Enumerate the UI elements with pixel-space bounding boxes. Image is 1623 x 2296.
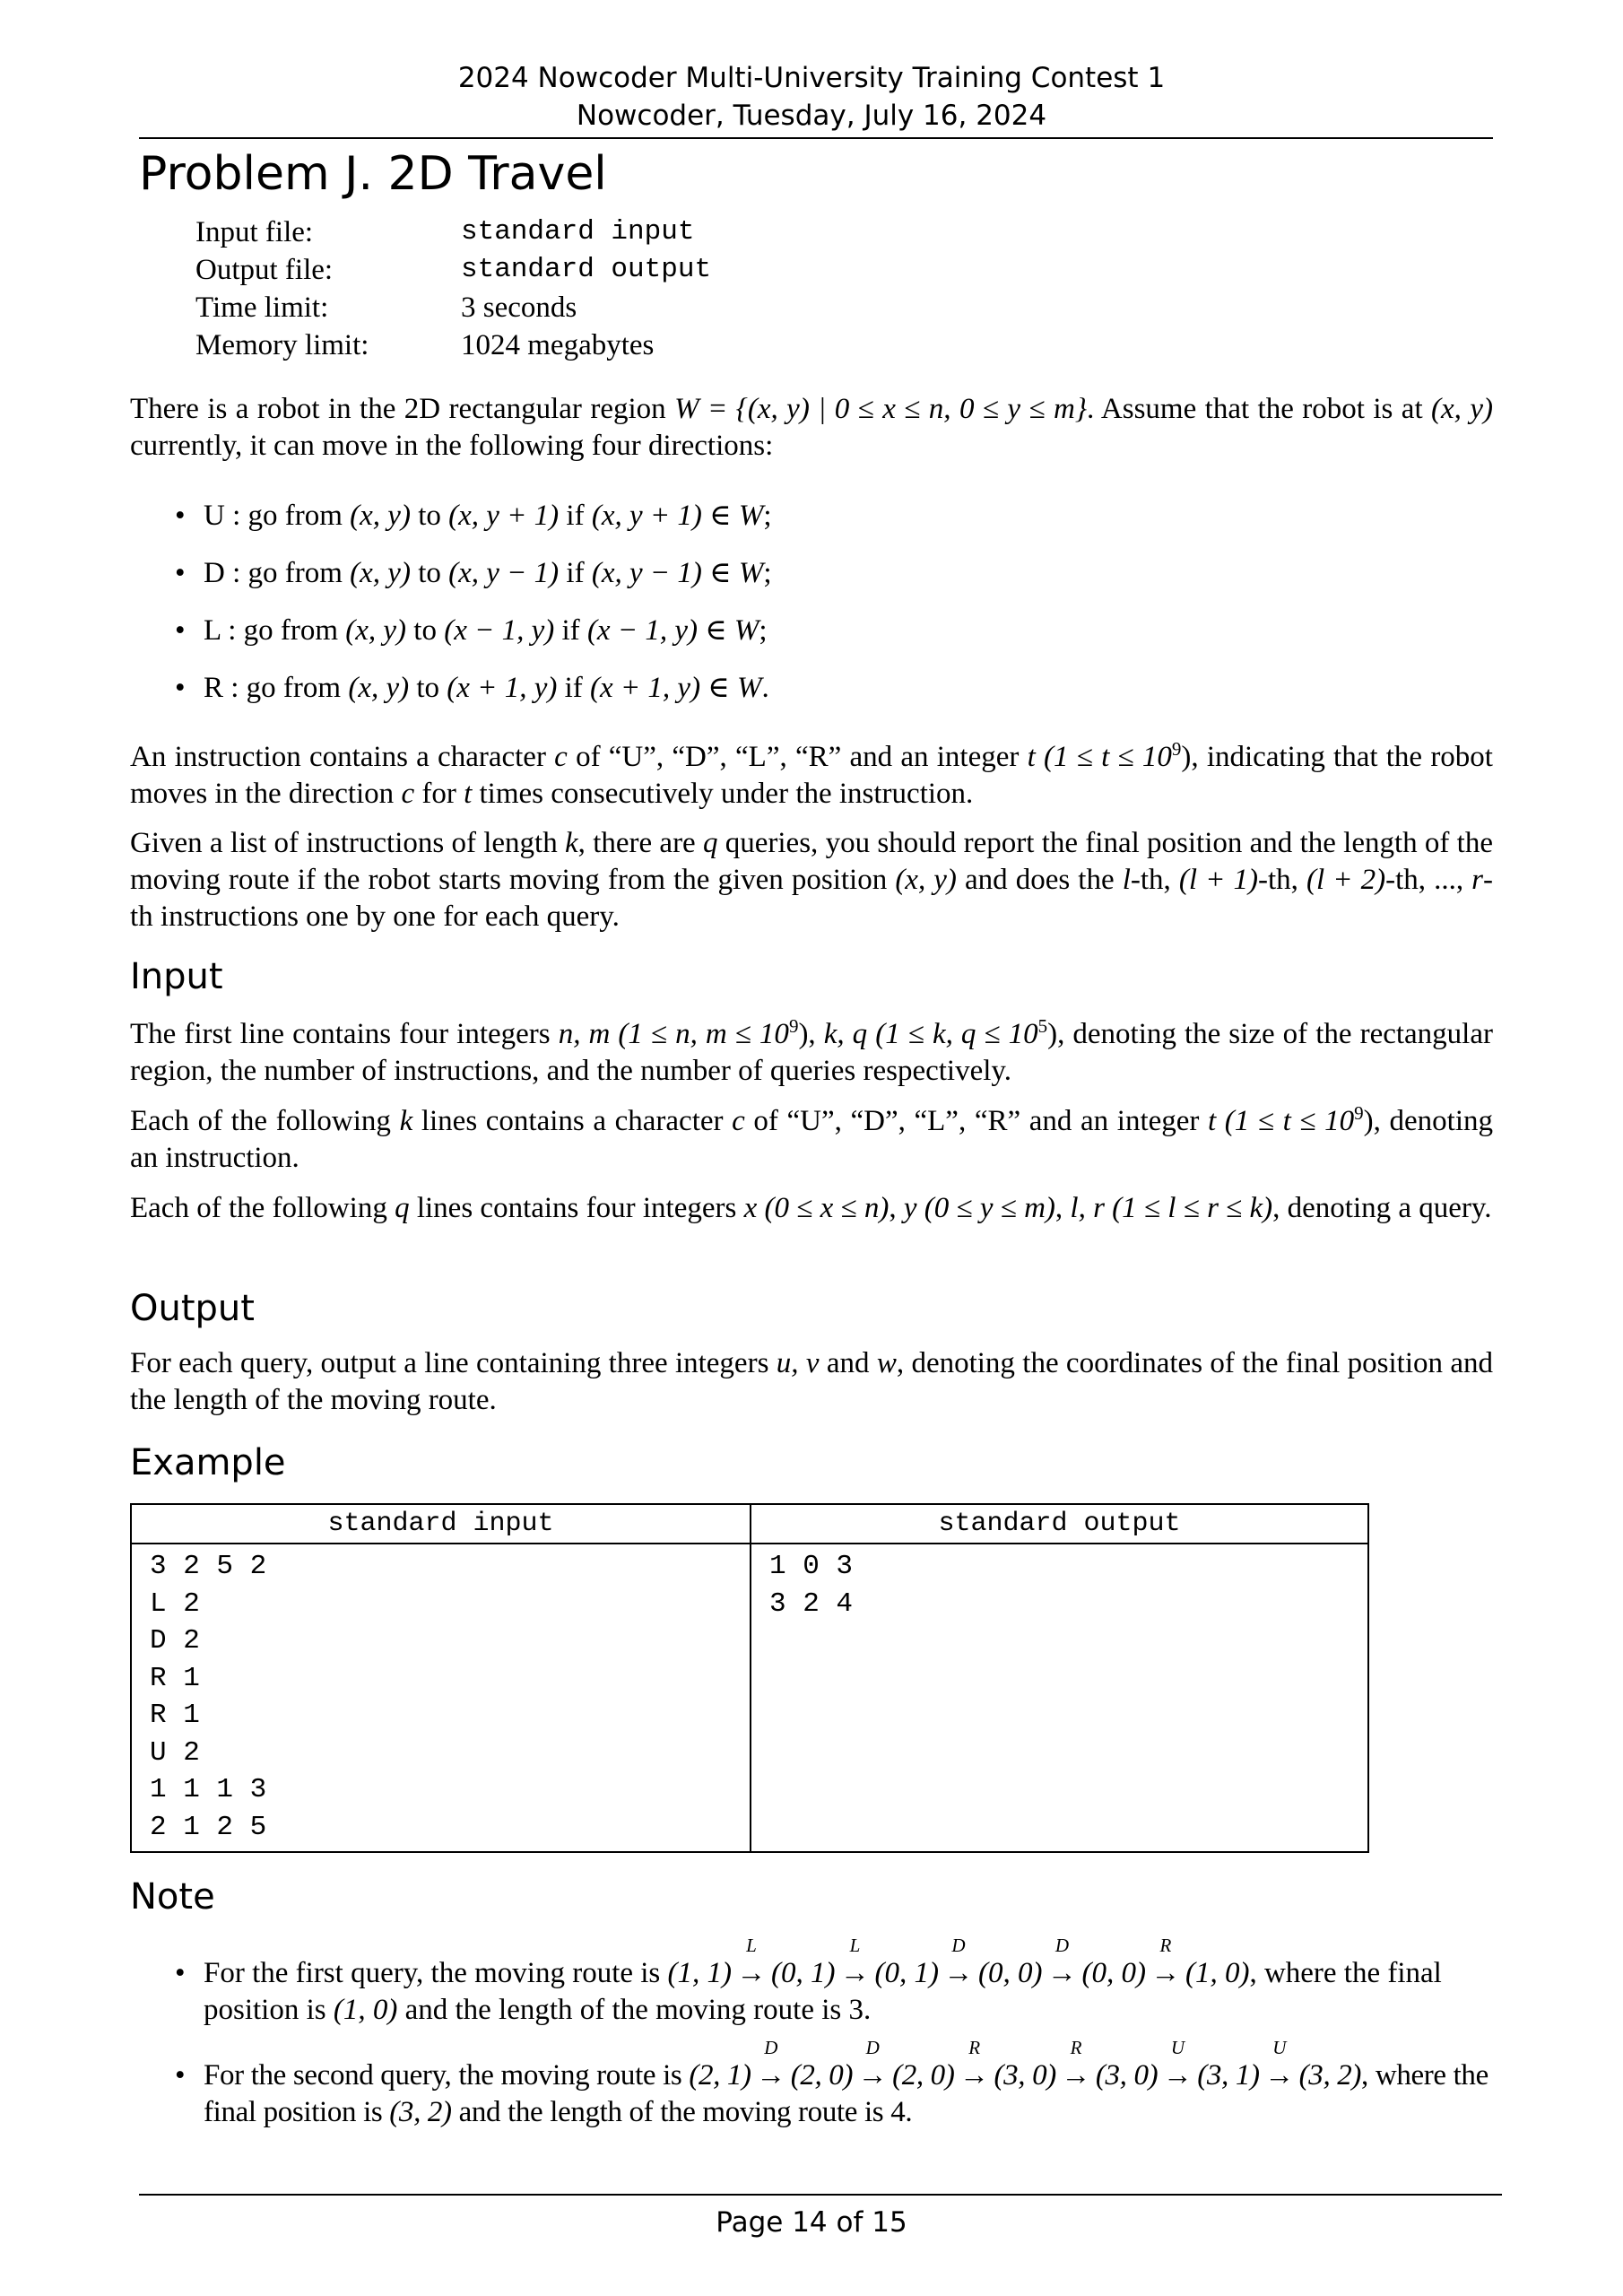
route-arrow-label: R bbox=[1159, 1935, 1172, 1956]
limit-value: standard output bbox=[461, 254, 712, 285]
table-row: L 2 bbox=[150, 1587, 200, 1620]
table-row: 3 2 5 2 bbox=[150, 1551, 267, 1582]
route-arrow: R → bbox=[954, 2057, 994, 2094]
table-row: R 1 bbox=[150, 1700, 200, 1731]
route-arrow-label: L bbox=[746, 1935, 757, 1956]
output-heading: Output bbox=[130, 1288, 255, 1329]
header-rule bbox=[139, 137, 1493, 139]
route-arrow-label: D bbox=[764, 2037, 778, 2058]
route-point: (1, 0) bbox=[1185, 1957, 1250, 1989]
example-input-header: standard input bbox=[132, 1505, 750, 1544]
contest-venue-date: Nowcoder, Tuesday, July 16, 2024 bbox=[576, 100, 1047, 132]
limit-label: Time limit: bbox=[195, 291, 329, 324]
list-item: • D : go from (x, y) to (x, y − 1) if (x, y − 1) ∈ W; bbox=[175, 557, 772, 589]
limit-value: standard input bbox=[461, 216, 695, 248]
table-row: 3 2 4 bbox=[769, 1587, 854, 1620]
table-row: U 2 bbox=[150, 1736, 200, 1769]
limit-label: Output file: bbox=[195, 254, 334, 286]
route-first-query bbox=[667, 1935, 1250, 1989]
example-output-lines bbox=[769, 1548, 853, 1622]
route-arrow-label: R bbox=[1070, 2037, 1082, 2058]
limit-value: 3 seconds bbox=[461, 291, 577, 324]
note-list bbox=[175, 1935, 1538, 2131]
example-heading: Example bbox=[130, 1442, 286, 1483]
limit-row-input bbox=[195, 213, 711, 251]
route-point: (1, 1) bbox=[667, 1957, 733, 1989]
instruction-paragraph: An instruction contains a character c of “U”, “D”, “L”, “R” and an integer t $(1 \le t \le 10^9)$, indicating that the robot moves in the direction c for t times consecutively under the instruction. bbox=[130, 738, 1493, 810]
table-row: 1 1 1 3 bbox=[150, 1774, 267, 1805]
limit-row-time bbox=[195, 289, 711, 326]
route-arrow: U → bbox=[1260, 2057, 1299, 2094]
route-arrow-label: U bbox=[1272, 2037, 1287, 2058]
route-arrow: D → bbox=[853, 2057, 892, 2094]
table-row: 1 0 3 bbox=[769, 1551, 854, 1582]
problem-title: Problem J. 2D Travel bbox=[139, 147, 607, 201]
route-arrow-label: L bbox=[849, 1935, 861, 1956]
route-point: (3, 0) bbox=[994, 2059, 1056, 2092]
route-point: (0, 0) bbox=[1081, 1957, 1146, 1989]
route-point: (2, 1) bbox=[689, 2059, 751, 2092]
route-second-query bbox=[689, 2037, 1362, 2092]
example-table bbox=[130, 1503, 1369, 1853]
example-output-header: standard output bbox=[751, 1505, 1367, 1544]
limit-label: Memory limit: bbox=[195, 329, 369, 361]
page-number: Page 14 of 15 bbox=[716, 2206, 907, 2239]
route-arrow: R → bbox=[1146, 1955, 1185, 1992]
route-arrow-label: D bbox=[1055, 1935, 1070, 1956]
table-row: D 2 bbox=[150, 1625, 200, 1657]
running-header bbox=[0, 59, 1623, 135]
route-arrow-label: D bbox=[951, 1935, 966, 1956]
route-point: (3, 2) bbox=[1298, 2059, 1362, 2092]
route-arrow-label: R bbox=[968, 2037, 980, 2058]
note-heading: Note bbox=[130, 1876, 215, 1918]
list-item: • For the second query, the moving route is (2, 1) D → (2, 0) D → (2, 0) R → (3, 0) R → (3, 0) U → (3, 1) U → (3, 2), where the final position is (3, 2) and the length of the moving route is 4. bbox=[175, 2037, 1488, 2128]
list-item: • R : go from (x, y) to (x + 1, y) if (x + 1, y) ∈ W. bbox=[175, 672, 769, 704]
limit-row-memory bbox=[195, 326, 711, 364]
limits-table bbox=[195, 213, 711, 364]
route-point: (3, 0) bbox=[1095, 2059, 1159, 2092]
statement-intro: There is a robot in the 2D rectangular region W = {(x, y) | 0 ≤ x ≤ n, 0 ≤ y ≤ m}. Assume that the robot is at (x, y) currently, it can move in the following four directions: bbox=[130, 393, 1493, 462]
list-item: • L : go from (x, y) to (x − 1, y) if (x − 1, y) ∈ W; bbox=[175, 614, 768, 647]
input-paragraph-2: Each of the following k lines contains a character c of “U”, “D”, “L”, “R” and an integer t $(1 \le t \le 10^9)$, denoting an instruction. bbox=[130, 1102, 1493, 1174]
region-formula: W = {(x, y) | 0 ≤ x ≤ n, 0 ≤ y ≤ m} bbox=[674, 393, 1088, 425]
limit-value: 1024 megabytes bbox=[461, 329, 655, 361]
route-arrow: L → bbox=[732, 1955, 771, 1992]
route-arrow-label: U bbox=[1170, 2037, 1185, 2058]
input-paragraph-1: The first line contains four integers n, m (1 ≤ n, $m \le 10^9$), k, q (1 ≤ k, $q \le 10^5$), denoting the size of the rectangular region, the number of instructions, and the number of queries respectively. bbox=[130, 1015, 1493, 1087]
route-arrow: R → bbox=[1056, 2057, 1096, 2094]
route-arrow: D → bbox=[751, 2057, 791, 2094]
route-arrow-label: D bbox=[865, 2037, 880, 2058]
route-point: (0, 1) bbox=[771, 1957, 836, 1989]
example-input-column bbox=[132, 1505, 750, 1851]
output-paragraph: For each query, output a line containing three integers u, v and w, denoting the coordinates of the final position and the length of the moving route. bbox=[130, 1347, 1493, 1416]
example-input-lines bbox=[150, 1548, 266, 1846]
route-arrow: D → bbox=[1042, 1955, 1081, 1992]
route-arrow: D → bbox=[939, 1955, 978, 1992]
query-paragraph: Given a list of instructions of length k, there are q queries, you should report the final position and the length of the moving route if the robot starts moving from the given position (x, y) and does the l-th, (l + 1)-th, (l + 2)-th, ..., r-th instructions one by one for each query. bbox=[130, 827, 1493, 933]
route-point: (0, 0) bbox=[977, 1957, 1043, 1989]
list-item: • U : go from (x, y) to (x, y + 1) if (x, y + 1) ∈ W; bbox=[175, 500, 772, 532]
route-point: (2, 0) bbox=[892, 2059, 955, 2092]
table-row: 2 1 2 5 bbox=[150, 1811, 267, 1843]
moves-list bbox=[175, 498, 1493, 707]
input-heading: Input bbox=[130, 956, 223, 997]
route-arrow: L → bbox=[836, 1955, 875, 1992]
table-row: R 1 bbox=[150, 1662, 200, 1694]
contest-name: 2024 Nowcoder Multi-University Training Contest 1 bbox=[457, 62, 1166, 94]
route-arrow: U → bbox=[1158, 2057, 1197, 2094]
route-point: (2, 0) bbox=[790, 2059, 854, 2092]
input-paragraph-3: Each of the following q lines contains four integers x (0 ≤ x ≤ n), y (0 ≤ y ≤ m), l, r (1 ≤ l ≤ r ≤ k), denoting a query. bbox=[130, 1192, 1492, 1224]
limit-label: Input file: bbox=[195, 216, 314, 248]
route-point: (3, 1) bbox=[1197, 2059, 1260, 2092]
list-item: • For the first query, the moving route is (1, 1) L → (0, 1) L → (0, 1) D → (0, 0) D → (0, 0) R → (1, 0), where the final position is (1, 0) and the length of the moving route is 3. bbox=[175, 1935, 1442, 2026]
example-output-column bbox=[751, 1505, 1367, 1851]
route-point: (0, 1) bbox=[874, 1957, 939, 1989]
footer-rule bbox=[139, 2194, 1502, 2196]
limit-row-output bbox=[195, 251, 711, 289]
